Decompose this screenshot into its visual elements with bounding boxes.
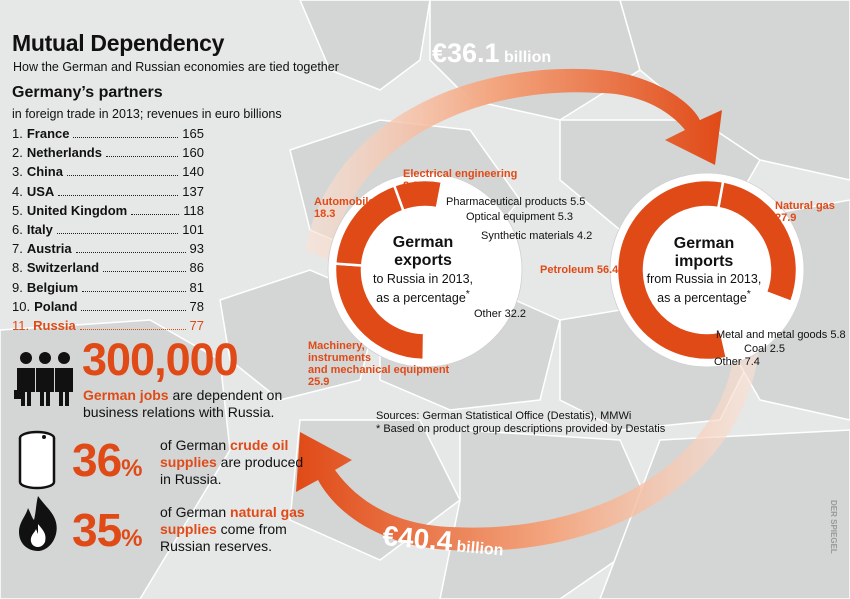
partner-value: 137 — [182, 183, 204, 199]
partner-value: 77 — [189, 318, 204, 333]
partner-name: Poland — [34, 298, 78, 314]
exports-amount: €36.1 billion — [432, 38, 552, 68]
partner-rank: 6. — [12, 222, 23, 237]
partner-value: 140 — [182, 164, 204, 180]
exports-title: German exports — [392, 234, 454, 269]
partner-value: 165 — [182, 126, 204, 141]
imports-subtitle: from Russia in 2013, as a percentage* — [646, 272, 762, 306]
label-natural-gas: Natural gas 27.9 — [775, 200, 835, 224]
partner-value: 101 — [182, 222, 204, 237]
partner-rank: 2. — [12, 145, 23, 161]
partner-name: Netherlands — [26, 145, 102, 161]
publisher-credit: DER SPIEGEL — [829, 500, 838, 554]
label-machinery: Machinery, instruments and mechanical equipment 25.9 — [308, 340, 450, 388]
label-pharmaceutical: Pharmaceutical products 5.5 — [446, 196, 586, 208]
imports-amount: €40.4 billion — [381, 520, 505, 560]
partner-name: United Kingdom — [26, 202, 128, 218]
label-automobiles: Automobiles 18.3 — [314, 196, 381, 220]
page-subtitle: How the German and Russian economies are tied together — [13, 60, 339, 74]
partner-value: 81 — [189, 279, 204, 295]
partner-name: Belgium — [26, 279, 79, 295]
partner-rank: 10. — [12, 298, 31, 314]
exports-subtitle: to Russia in 2013, as a percentage* — [372, 272, 474, 306]
partner-rank: 11. — [12, 318, 30, 333]
partner-rank: 8. — [12, 260, 23, 276]
partners-subtitle: in foreign trade in 2013; revenues in euro billions — [12, 107, 282, 121]
partner-name: Italy — [26, 222, 53, 237]
page-title: Mutual Dependency — [12, 30, 225, 56]
label-imports-other: Other 7.4 — [714, 356, 760, 368]
partner-rank: 3. — [12, 164, 23, 180]
partner-rank: 5. — [12, 202, 23, 218]
partner-value: 78 — [189, 298, 204, 314]
partner-value: 118 — [183, 202, 204, 218]
label-petroleum: Petroleum 56.4 — [540, 264, 619, 276]
jobs-text: German jobs are dependent on business relations with Russia. — [83, 387, 283, 420]
imports-title: German imports — [673, 235, 735, 270]
oil-percent: 36% — [72, 434, 142, 486]
label-coal: Coal 2.5 — [744, 343, 785, 355]
label-exports-other: Other 32.2 — [474, 308, 526, 320]
partner-rank: 1. — [12, 126, 23, 141]
partner-name: Austria — [26, 241, 72, 257]
partner-rank: 4. — [12, 183, 23, 199]
partners-title: Germany’s partners — [12, 84, 163, 101]
jobs-number: 300,000 — [82, 334, 238, 385]
partner-name: USA — [26, 183, 55, 199]
partner-value: 86 — [189, 260, 204, 276]
partner-rank: 7. — [12, 241, 23, 257]
label-electrical-engineering: Electrical engineering 8.6 — [403, 168, 518, 192]
partner-rank: 9. — [12, 279, 23, 295]
oil-text: of German crude oil supplies are produced in Russia. — [160, 437, 304, 487]
label-synthetic: Synthetic materials 4.2 — [481, 230, 593, 242]
partner-name: France — [26, 126, 70, 141]
partner-value: 93 — [189, 241, 204, 257]
sources-note: Sources: German Statistical Office (Destatis), MMWi * Based on product group descriptions provided by Destatis — [376, 410, 666, 435]
partner-value: 160 — [182, 145, 204, 161]
gas-percent: 35% — [72, 504, 142, 556]
partner-name: Russia — [33, 318, 76, 333]
partner-name: China — [26, 164, 63, 180]
gas-text: of German natural gas supplies come from Russian reserves. — [160, 504, 305, 554]
label-metal: Metal and metal goods 5.8 — [716, 329, 846, 341]
label-optical: Optical equipment 5.3 — [466, 211, 574, 223]
partner-name: Switzerland — [26, 260, 100, 276]
